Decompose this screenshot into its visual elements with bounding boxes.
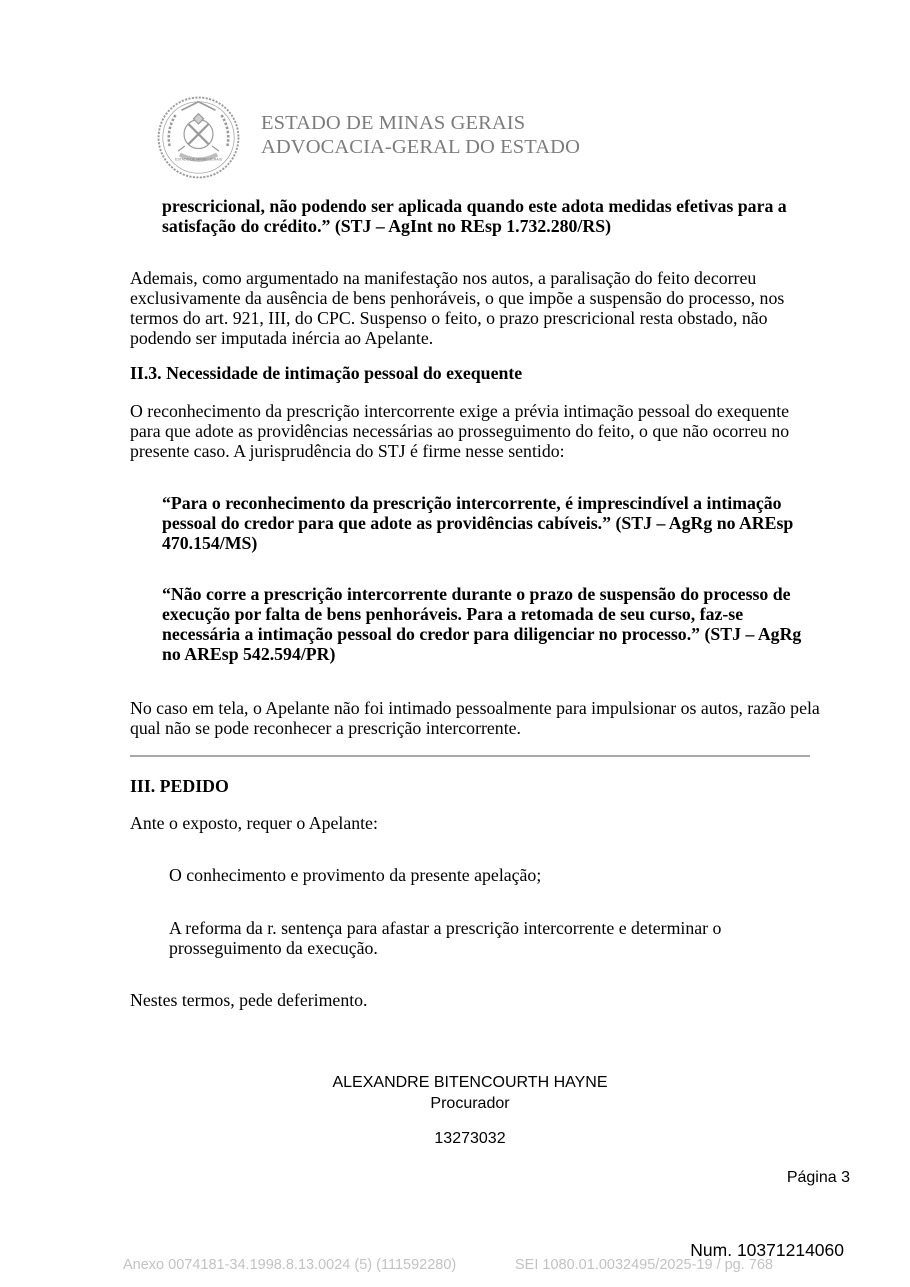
document-number: Num. 10371214060 xyxy=(690,1240,844,1260)
paragraph-conclusion: No caso em tela, o Apelante não foi intimado pessoalmente para impulsionar os autos, razão pela qual não se pode reconhecer a prescrição intercorrente. xyxy=(130,698,820,738)
seal-text: ESTADO DE MINAS GERAIS xyxy=(174,157,223,162)
section-ii3-heading: II.3. Necessidade de intimação pessoal do exequente xyxy=(130,363,523,383)
footer-sei-reference: SEI 1080.01.0032495/2025-19 / pg. 768 xyxy=(515,1257,773,1273)
signer-masp-number: 13273032 xyxy=(434,1130,506,1147)
quote-agrg-542594: “Não corre a prescrição intercorrente durante o prazo de suspensão do processo de execução por falta de bens penhoráveis. Para a retomada de seu curso, faz-se necessária a intimação pessoal do credor para diligenciar no processo.” (STJ – AgRg no AREsp 542.594/PR) xyxy=(162,584,802,664)
page-number: Página 3 xyxy=(786,1169,850,1186)
request-item: A reforma da r. sentença para afastar a prescrição intercorrente e determinar o prosseguimento da execução. xyxy=(169,918,722,958)
header-agency-name: ADVOCACIA-GERAL DO ESTADO xyxy=(261,136,580,158)
quote-agrg-470154: “Para o reconhecimento da prescrição intercorrente, é imprescindível a intimação pessoal do credor para que adote as providências cabíveis.” (STJ – AgRg no AREsp 470.154/MS) xyxy=(162,493,794,553)
section-divider xyxy=(130,755,810,757)
quote-continuation: prescricional, não podendo ser aplicada quando este adota medidas efetivas para a satisfação do crédito.” (STJ – AgInt no REsp 1.732.280/RS) xyxy=(162,196,787,236)
closing-statement: Nestes termos, pede deferimento. xyxy=(130,990,368,1010)
paragraph-personal-notice: O reconhecimento da prescrição intercorrente exige a prévia intimação pessoal do exequente para que adote as providências necessárias ao prosseguimento do feito, o que não ocorreu no presente caso. A jurisprudência do STJ é firme nesse sentido: xyxy=(130,401,790,461)
footer-annex-reference: Anexo 0074181-34.1998.8.13.0024 (5) (111592280) xyxy=(123,1257,457,1273)
signer-name: ALEXANDRE BITENCOURTH HAYNE xyxy=(332,1074,608,1091)
paragraph-request-intro: Ante o exposto, requer o Apelante: xyxy=(130,813,378,833)
section-iii-heading: III. PEDIDO xyxy=(130,776,229,796)
header-state-name: ESTADO DE MINAS GERAIS xyxy=(261,112,526,134)
signer-role: Procurador xyxy=(430,1095,510,1112)
paragraph-suspension: Ademais, como argumentado na manifestação nos autos, a paralisação do feito decorreu exclusivamente da ausência de bens penhoráveis, o que impõe a suspensão do processo, nos termos do art. 921, III, do CPC. Suspenso o feito, o prazo prescricional resta obstado, não podendo ser imputada inércia ao Apelante. xyxy=(130,268,785,348)
request-item: O conhecimento e provimento da presente apelação; xyxy=(169,865,542,885)
minas-gerais-coat-of-arms-icon xyxy=(156,95,241,180)
